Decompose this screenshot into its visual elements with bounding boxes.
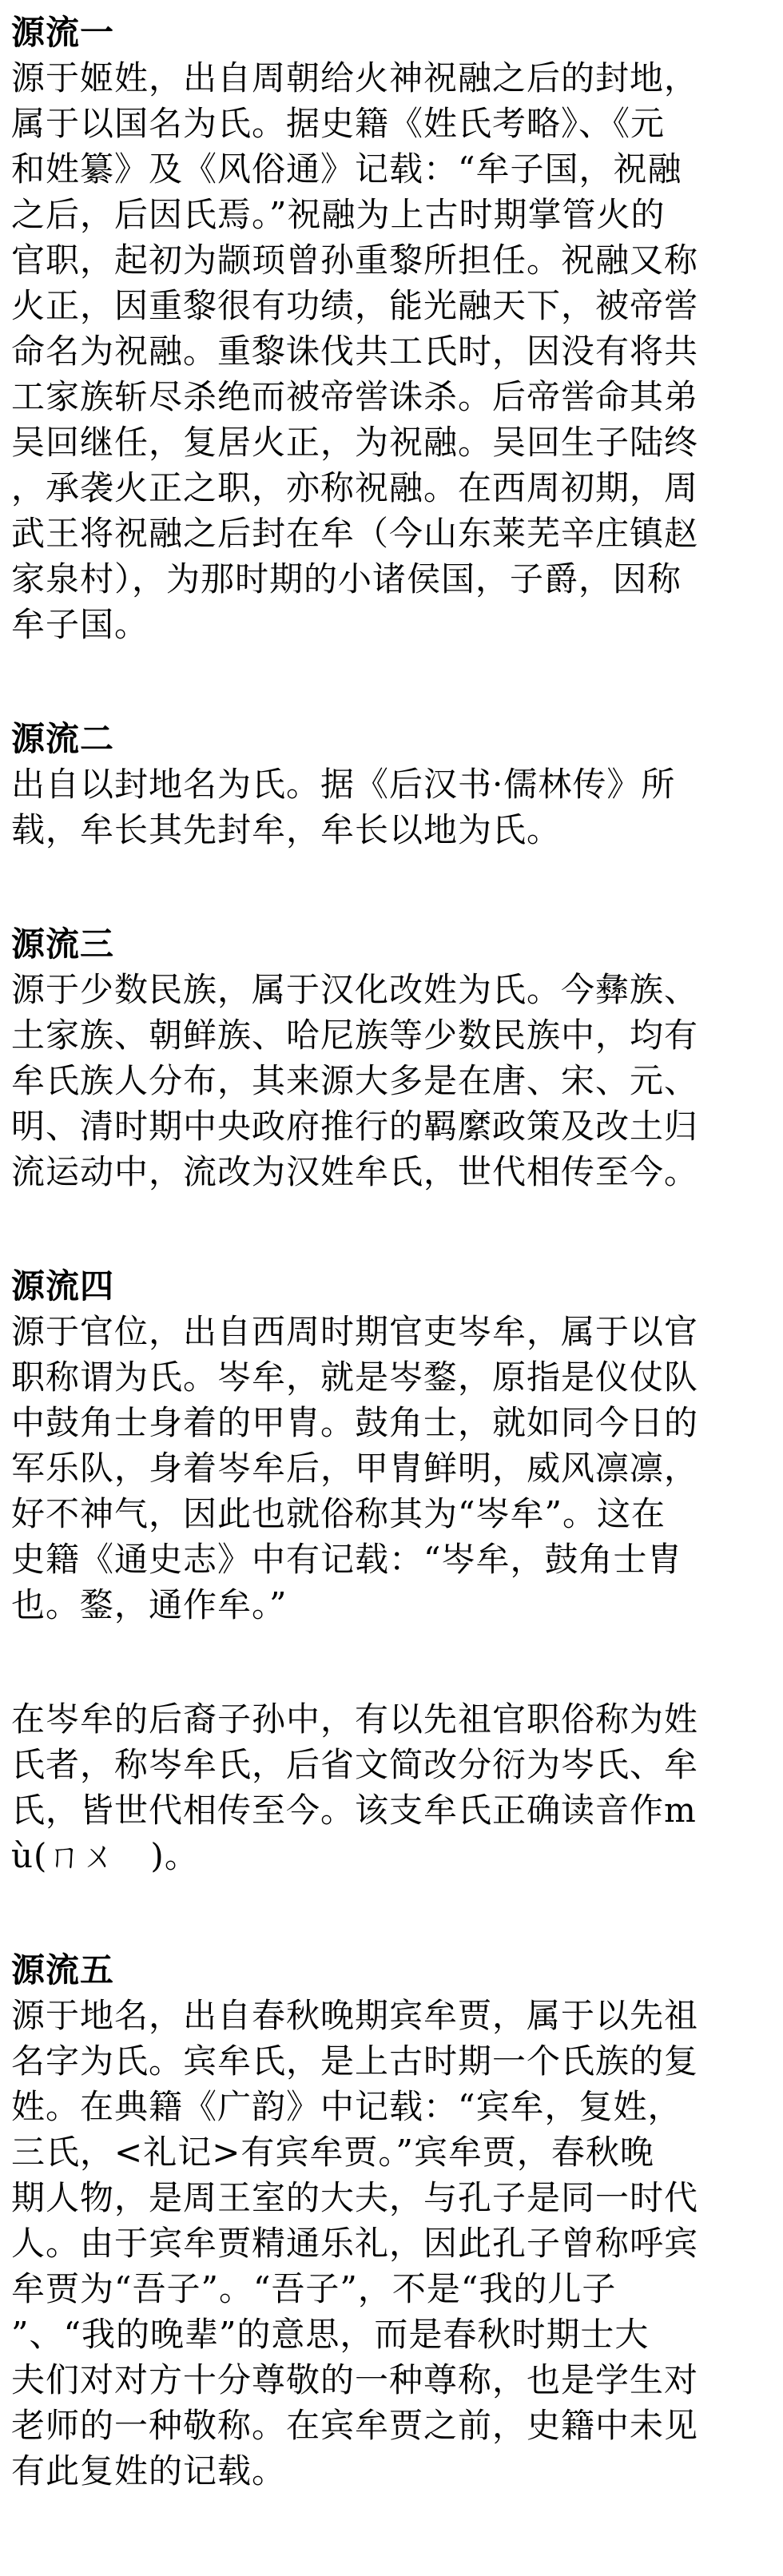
section-5-line: 有此复姓的记载。 — [11, 2451, 287, 2491]
section-4-line: 源于官位，出自西周时期官吏岑牟，属于以官 — [11, 1312, 699, 1351]
section-3-line: 明、清时期中央政府推行的羁縻政策及改土归 — [11, 1107, 699, 1146]
section-4-line: 也。鍪，通作牟。” — [11, 1585, 288, 1624]
section-5-title: 源流五 — [11, 1950, 115, 1990]
section-5-line: ”、“我的晚辈”的意思，而是春秋时期士大 — [11, 2315, 650, 2354]
section-spacer — [11, 853, 775, 921]
section-5-line: 夫们对对方十分尊敬的一种尊称，也是学生对 — [11, 2360, 699, 2399]
section-1-line: 工家族斩尽杀绝而被帝喾诛杀。后帝喾命其弟 — [11, 377, 699, 416]
section-1-line: 武王将祝融之后封在牟（今山东莱芜辛庄镇赵 — [11, 514, 699, 553]
section-3-line: 土家族、朝鲜族、哈尼族等少数民族中，均有 — [11, 1016, 699, 1055]
section-1-line: ，承袭火正之职，亦称祝融。在西周初期，周 — [11, 468, 699, 507]
paragraph-spacer — [11, 1628, 775, 1696]
section-5-line: 三氏，<礼记>有宾牟贾。”宾牟贾，春秋晚 — [11, 2133, 654, 2172]
section-4-title: 源流四 — [11, 1266, 115, 1306]
section-3-title: 源流三 — [11, 924, 115, 964]
section-4-line: 职称谓为氏。岑牟，就是岑鍪，原指是仪仗队 — [11, 1358, 699, 1397]
section-5-line: 源于地名，出自春秋晚期宾牟贾，属于以先祖 — [11, 1996, 699, 2035]
section-4-line: 中鼓角士身着的甲胄。鼓角士，就如同今日的 — [11, 1403, 699, 1442]
section-spacer — [11, 647, 775, 716]
section-2-line: 载，牟长其先封牟，牟长以地为氏。 — [11, 810, 562, 849]
section-1-line: 家泉村），为那时期的小诸侯国，子爵，因称 — [11, 559, 682, 598]
section-4-line: 好不神气，因此也就俗称其为“岑牟”。这在 — [11, 1494, 666, 1533]
section-1-title: 源流一 — [11, 13, 115, 52]
section-2-title: 源流二 — [11, 719, 115, 758]
section-4-extra-line: 氏者，称岑牟氏，后省文简改分衍为岑氏、牟 — [11, 1745, 699, 1784]
section-3-line: 牟氏族人分布，其来源大多是在唐、宋、元、 — [11, 1061, 699, 1100]
section-1-line: 属于以国名为氏。据史籍《姓氏考略》、《元 — [11, 104, 666, 143]
section-3-line: 流运动中，流改为汉姓牟氏，世代相传至今。 — [11, 1152, 699, 1191]
section-4-line: 军乐队，身着岑牟后，甲胄鲜明，威风凛凛， — [11, 1449, 699, 1488]
section-4-extra-line: ù(ㄇㄨ )。 — [11, 1836, 199, 1875]
section-2-line: 出自以封地名为氏。据《后汉书·儒林传》所 — [11, 765, 676, 804]
section-4-line: 史籍《通史志》中有记载：“岑牟，鼓角士胄 — [11, 1540, 682, 1579]
section-1-line: 和姓纂》及《风俗通》记载：“牟子国，祝融 — [11, 149, 682, 189]
section-3-line: 源于少数民族，属于汉化改姓为氏。今彝族、 — [11, 970, 699, 1009]
section-1-line: 命名为祝融。重黎诛伐共工氏时，因没有将共 — [11, 332, 699, 371]
section-1-line: 吴回继任，复居火正，为祝融。吴回生子陆终 — [11, 423, 699, 462]
section-spacer — [11, 1878, 775, 1947]
section-4-extra-line: 氏，皆世代相传至今。该支牟氏正确读音作m — [11, 1791, 697, 1830]
section-5-line: 名字为氏。宾牟氏，是上古时期一个氏族的复 — [11, 2041, 699, 2081]
section-1-line: 牟子国。 — [11, 605, 149, 644]
section-5-line: 人。由于宾牟贾精通乐礼，因此孔子曾称呼宾 — [11, 2224, 699, 2263]
section-5-line: 期人物，是周王室的大夫，与孔子是同一时代 — [11, 2178, 699, 2217]
section-1-line: 之后，后因氏焉。”祝融为上古时期掌管火的 — [11, 195, 666, 234]
section-5-line: 老师的一种敬称。在宾牟贾之前，史籍中未见 — [11, 2406, 699, 2445]
section-1-line: 官职，起初为颛顼曾孙重黎所担任。祝融又称 — [11, 241, 699, 280]
section-5-line: 姓。在典籍《广韵》中记载：“宾牟，复姓， — [11, 2087, 682, 2126]
section-5-line: 牟贾为“吾子”。“吾子”，不是“我的儿子 — [11, 2269, 617, 2308]
section-1-line: 火正，因重黎很有功绩，能光融天下，被帝喾 — [11, 286, 699, 325]
section-1-line: 源于姬姓，出自周朝给火神祝融之后的封地， — [11, 58, 699, 97]
section-spacer — [11, 1195, 775, 1263]
section-4-extra-line: 在岑牟的后裔子孙中，有以先祖官职俗称为姓 — [11, 1699, 699, 1739]
